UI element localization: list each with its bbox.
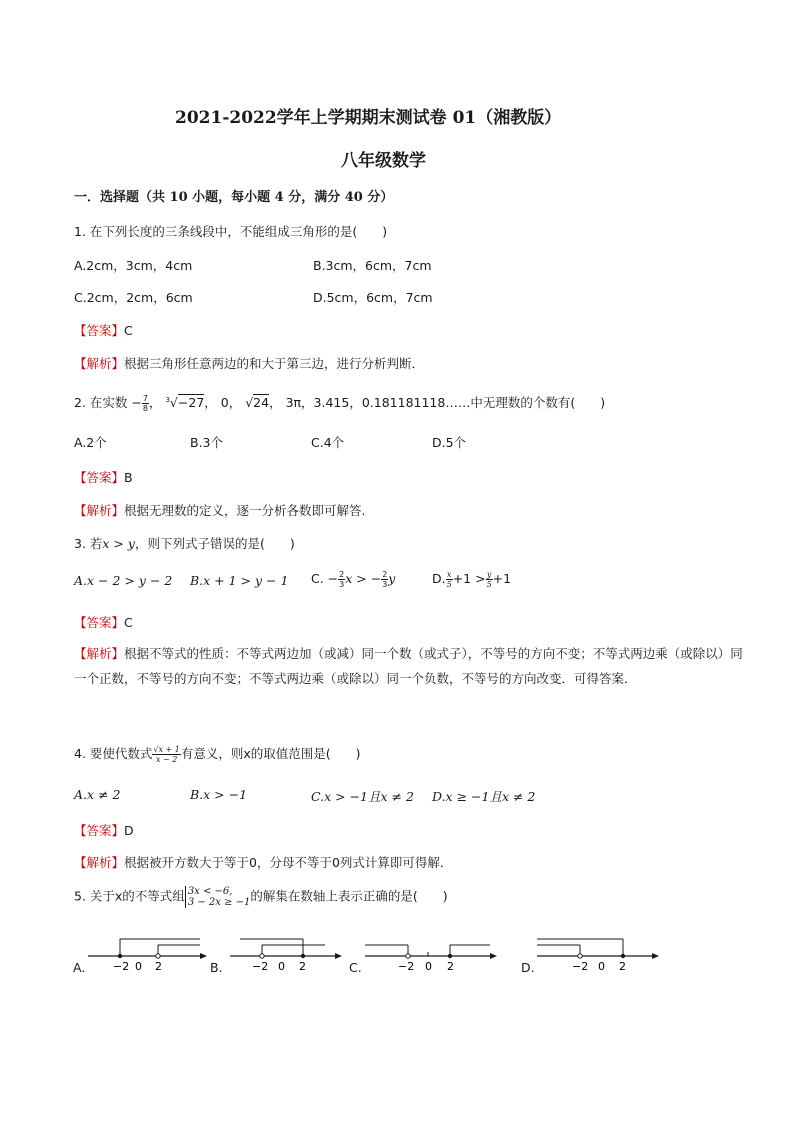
q1-option-d: D.5cm，6cm，7cm (313, 290, 433, 305)
q5-option-a-label: A. (73, 960, 86, 975)
answer-value: C (124, 323, 133, 338)
tick-label: 2 (619, 960, 626, 973)
analysis-tag: 【解析】 (74, 646, 125, 661)
q2-option-c: C.4个 (311, 435, 345, 450)
q2-sqrt-arg: 24 (253, 395, 270, 410)
q3-option-a: A.x − 2 > y − 2 (74, 573, 173, 588)
q4-answer (74, 820, 134, 839)
q2-prefix: 2. 在实数 (74, 395, 128, 410)
page-subtitle: 八年级数学 (341, 151, 426, 171)
tick-label: −2 (113, 960, 130, 973)
q3-stem (74, 534, 295, 552)
analysis-tag: 【解析】 (74, 503, 125, 518)
q1-option-c: C.2cm，2cm，6cm (74, 290, 193, 305)
section-heading: 一．选择题（共 10 小题，每小题 4 分，满分 40 分） (74, 190, 394, 205)
q3-prefix: 3. 若 (74, 536, 103, 551)
analysis-tag: 【解析】 (74, 855, 125, 870)
answer-tag: 【答案】 (74, 823, 125, 838)
tick-label: −2 (252, 960, 269, 973)
q4-suffix: 有意义，则x的取值范围是( ) (180, 746, 361, 761)
q3-c-fraction-2: $\frac{2}{3}$ (382, 570, 388, 589)
tick-label: 0 (135, 960, 142, 973)
q1-analysis (74, 353, 424, 372)
tick-label: 0 (278, 960, 285, 973)
q4-analysis (74, 852, 452, 871)
analysis-text: 根据不等式的性质：不等式两边加（或减）同一个数（或式子），不等号的方向不变；不等式两边乘（或除以）同一个正数，不等号的方向不变；不等式两边乘（或除以）同一个负数，不等号的方向改变．可得答案． (74, 646, 743, 686)
q2-neg: − (131, 395, 142, 410)
answer-tag: 【答案】 (74, 323, 125, 338)
q3-d-fraction-1: $\frac{x}{5}$ (446, 570, 452, 589)
q4-prefix: 4. 要使代数式 (74, 746, 153, 761)
q5-prefix: 5. 关于x的不等式组 (74, 888, 185, 904)
q3-option-d: D. $\frac{x}{5}$ +1 > $\frac{y}{5}$ +1 (432, 570, 512, 589)
answer-value: D (124, 823, 134, 838)
tick-label: 2 (299, 960, 306, 973)
analysis-text: 根据无理数的定义，逐一分析各数即可解答. (124, 503, 366, 518)
tick-label: 0 (425, 960, 432, 973)
q2-root-index: 3 (165, 395, 170, 404)
q5-option-c-label: C. (349, 960, 362, 975)
q2-zero: 0， (220, 395, 242, 410)
q4-option-c: C.x > −1且x ≠ 2 (311, 789, 414, 804)
q3-option-b: B.x + 1 > y − 1 (190, 573, 289, 588)
q4-option-a: A.x ≠ 2 (74, 787, 121, 802)
q2-rest: 3π，3.415，0.181181118……中无理数的个数有( ) (285, 395, 606, 410)
q2-fraction: $\frac{7}{8}$ (142, 394, 148, 413)
q5-suffix: 的解集在数轴上表示正确的是( ) (250, 888, 448, 904)
q3-analysis (74, 641, 744, 691)
q5-system: 3x < −6, 3 − 2x ≥ −1 (185, 886, 251, 908)
tick-label: 0 (598, 960, 605, 973)
q3-suffix: ，则下列式子错误的是( ) (134, 536, 295, 551)
radical-icon: √ (245, 395, 254, 410)
q4-option-d: D.x ≥ −1且x ≠ 2 (432, 789, 536, 804)
q4-option-b: B.x > −1 (190, 787, 248, 802)
q4-fraction: $\frac{√x + 1}{x - 2}$ (153, 745, 180, 764)
tick-label: −2 (572, 960, 589, 973)
answer-tag: 【答案】 (74, 470, 125, 485)
answer-tag: 【答案】 (74, 615, 125, 630)
q5-stem (74, 886, 448, 908)
q5-option-d-label: D. (521, 960, 535, 975)
q5-number-lines (0, 925, 794, 985)
q2-option-b: B.3个 (190, 435, 224, 450)
q3-c-fraction-1: $\frac{2}{3}$ (339, 570, 345, 589)
q1-option-b: B.3cm，6cm，7cm (313, 258, 432, 273)
q1-option-a: A.2cm，3cm，4cm (74, 258, 193, 273)
q4-stem (74, 744, 361, 764)
q3-condition: x > y (102, 536, 135, 551)
number-line-a (88, 939, 207, 973)
number-line-b (230, 939, 342, 973)
number-line-c (365, 945, 497, 973)
q3-option-c: C. − $\frac{2}{3}$ x > − $\frac{2}{3}$ y (311, 570, 396, 589)
q2-option-a: A.2个 (74, 435, 107, 450)
analysis-text: 根据三角形任意两边的和大于第三边，进行分析判断． (124, 356, 425, 371)
analysis-tag: 【解析】 (74, 356, 125, 371)
q3-answer (74, 612, 133, 631)
q5-option-b-label: B. (210, 960, 223, 975)
q1-stem: 1. 在下列长度的三条线段中，不能组成三角形的是( ) (74, 224, 388, 239)
tick-label: 2 (447, 960, 454, 973)
q2-option-d: D.5个 (432, 435, 467, 450)
q2-analysis (74, 500, 366, 519)
q2-stem: 2. 在实数 − $\frac{7}{8}$ ， $^3$√−27， 0， √24， 3π，3.415，0.181181118……中无理数的个数有( ) (74, 394, 606, 413)
q2-answer (74, 467, 133, 486)
radical-icon: √ (169, 395, 178, 410)
page-title: 2021-2022学年上学期期末测试卷 01（湘教版） (175, 108, 562, 128)
analysis-text: 根据被开方数大于等于0，分母不等于0列式计算即可得解． (124, 855, 453, 870)
q3-d-fraction-2: $\frac{y}{5}$ (486, 570, 492, 589)
q1-answer (74, 320, 133, 339)
answer-value: C (124, 615, 133, 630)
tick-label: −2 (398, 960, 415, 973)
tick-label: 2 (155, 960, 162, 973)
q2-root-arg: −27 (177, 395, 205, 410)
answer-value: B (124, 470, 133, 485)
number-line-d (537, 939, 659, 973)
